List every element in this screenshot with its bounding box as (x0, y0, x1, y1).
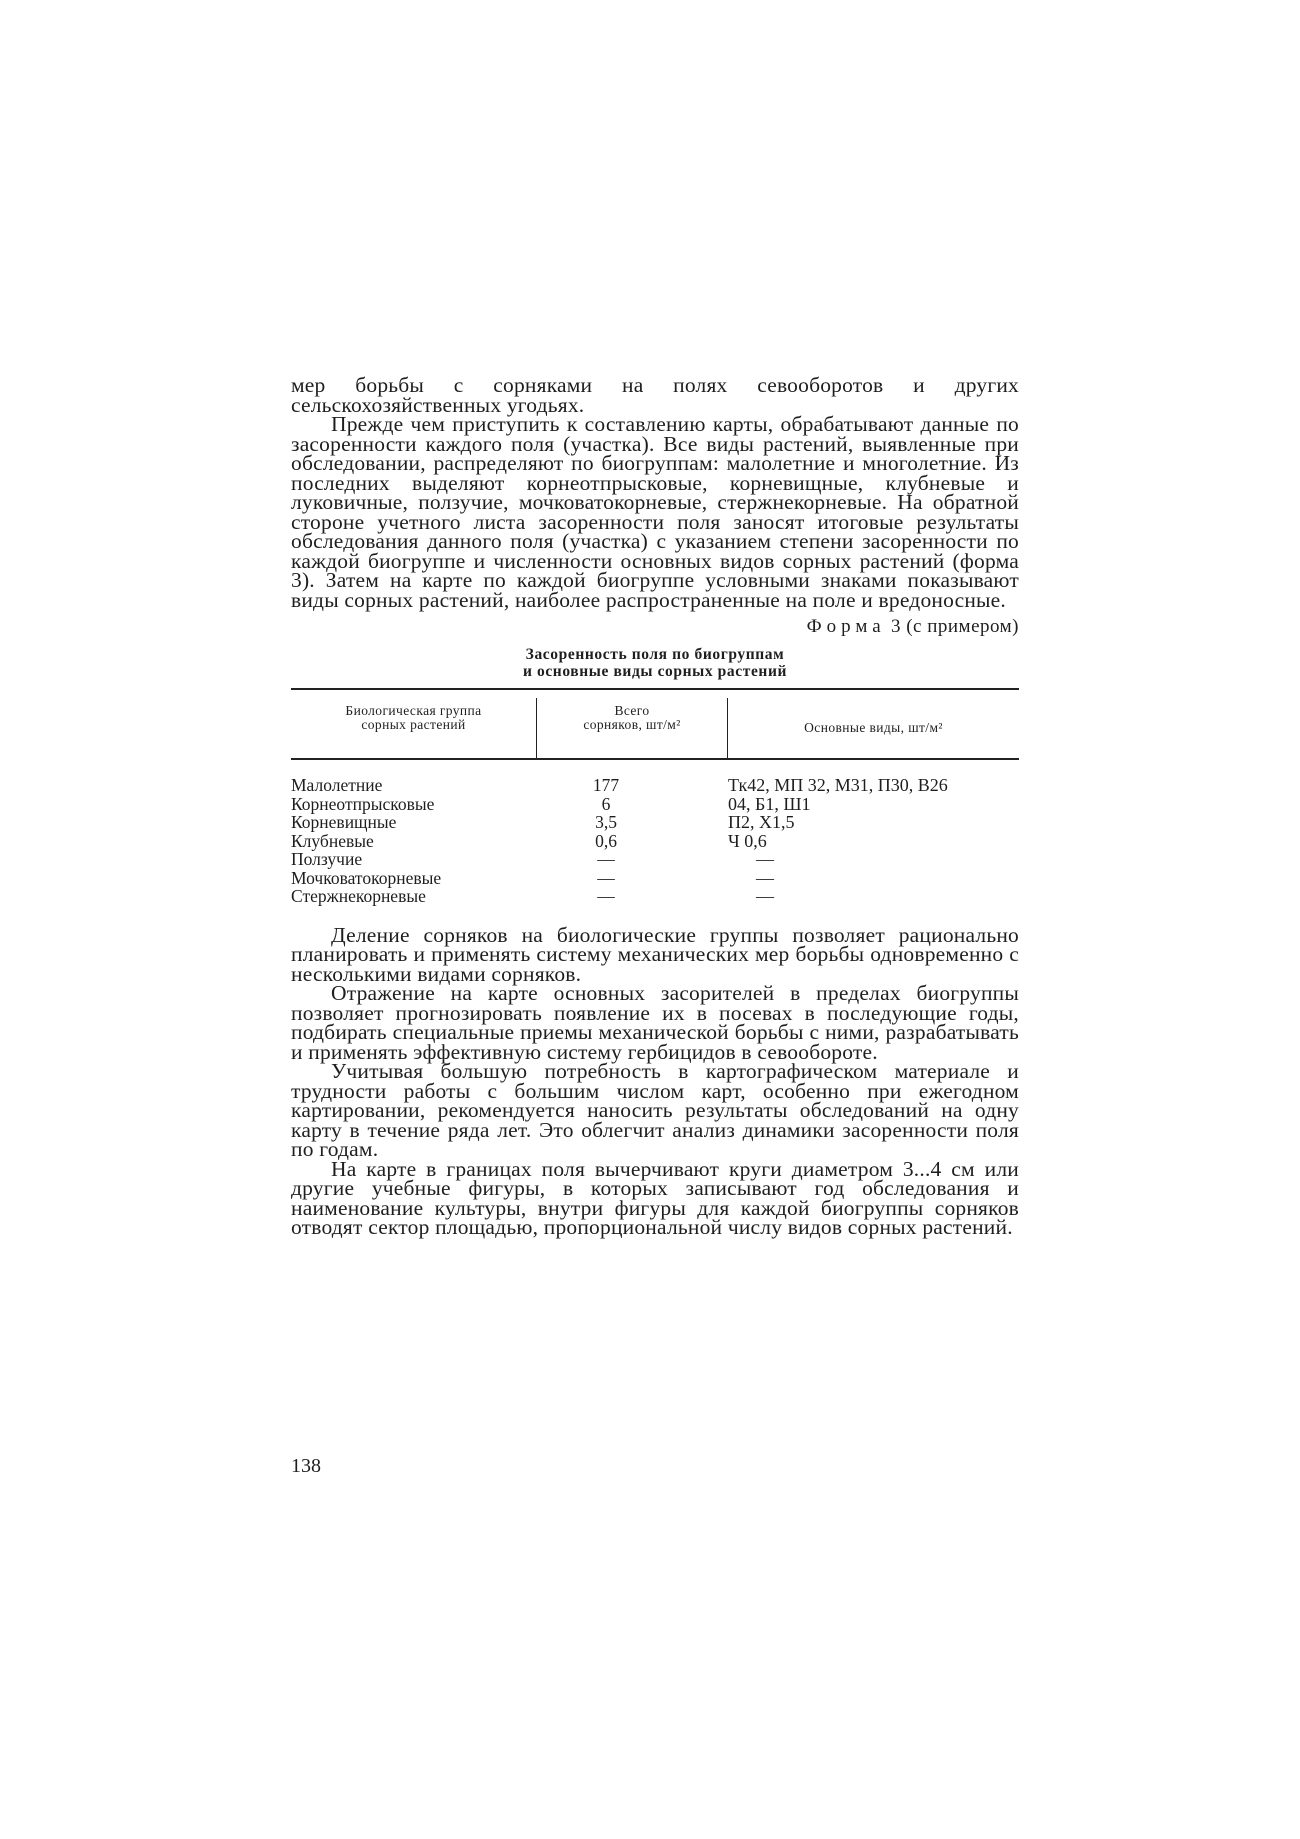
table-row (291, 832, 1019, 851)
table-row (291, 776, 1019, 795)
cell-total-value: — (597, 849, 615, 869)
page-content (291, 373, 1019, 1239)
paragraph-map-preparation: Прежде чем приступить к составлению карты, обрабатывают данные по засоренности каждого поля (участка). Все виды растений, выявленные при обследовании, распределяют по биогруппам: малолетние и многолетние. Из последних выделяют корнеотпрысковые, корневищные, клубневые и луковичные, ползучие, мочковатокорневые, стержнекорневые. На обратной стороне учетного листа засоренности поля заносят итоговые результаты обследования данного поля (участка) с указанием степени засоренности по каждой биогруппе и численности основных видов сорных растений (форма 3). Затем на карте по каждой биогруппе условными знаками показывают виды сорных растений, наиболее распространенные на поле и вредоносные. (291, 412, 1019, 612)
cell-group: Ползучие (291, 849, 363, 869)
header-bio-group-line-1: Биологическая группа (345, 703, 482, 718)
cell-species: — (756, 849, 774, 869)
cell-total (566, 813, 726, 832)
header-total-line-1: Всего (614, 703, 650, 718)
cell-species: Тк42, МП 32, М31, П30, В26 (728, 775, 948, 795)
header-total-line-2: сорняков, шт/м² (583, 717, 681, 732)
table-row (291, 887, 1019, 906)
cell-total-value: — (597, 867, 615, 888)
table-row (291, 869, 1019, 888)
cell-total (566, 887, 726, 906)
weed-infestation-table (291, 688, 1019, 906)
table-title (291, 646, 1019, 680)
paragraph-circles-on-map: На карте в границах поля вычерчивают круги диаметром 3...4 см или другие учебные фигуры, в которых записывают год обследования и наименование культуры, внутри фигуры для каждой биогруппы сорняков отводят сектор площадью, пропорциональной числу видов сорных растений. (291, 1156, 1019, 1239)
paragraph-cartographic-material: Учитывая большую потребность в картографическом материале и трудности работы с большим числом карт, особенно при ежегодном картировании, рекомендуется наносить результаты обследований на одну карту в течение ряда лет. Это облегчит анализ динамики засоренности поля по годам. (291, 1059, 1019, 1161)
header-bio-group-line-2: сорных растений (361, 717, 466, 732)
header-total-weeds (536, 698, 728, 758)
table-title-line-1: Засоренность поля по биогруппам (525, 646, 785, 663)
page-number: 138 (291, 1455, 321, 1477)
form-label (291, 616, 1019, 638)
header-main-species: Основные виды, шт/м² (804, 720, 943, 735)
form-label-number: 3 (с примером) (890, 616, 1019, 637)
cell-total-value: 6 (601, 793, 611, 814)
cell-total-value: — (597, 886, 615, 906)
cell-species: 04, Б1, Ш1 (728, 793, 811, 814)
table-row (291, 795, 1019, 814)
table-row (291, 813, 1019, 832)
paragraph-map-reflection: Отражение на карте основных засорителей в пределах биогруппы позволяет прогнозировать появление их в посевах в последующие годы, подбирать специальные приемы механической борьбы с ними, разрабатывать и применять эффективную систему гербицидов в севообороте. (291, 981, 1019, 1064)
cell-total (566, 776, 726, 795)
table-title-line-2: и основные виды сорных растений (522, 663, 788, 680)
paragraph-intro-continuation: мер борьбы с сорняками на полях севооборотов и других сельскохозяйственных угодьях. (291, 373, 1019, 417)
cell-species: — (756, 886, 774, 906)
cell-group: Корнеотпрысковые (291, 793, 435, 814)
cell-species: П2, Х1,5 (728, 812, 795, 832)
cell-total (566, 850, 726, 869)
cell-total-value: 177 (592, 775, 620, 795)
header-bio-group (291, 698, 536, 758)
cell-total-value: 0,6 (595, 830, 617, 851)
form-label-word: Форма (806, 616, 886, 637)
table-row (291, 850, 1019, 869)
table-header (291, 698, 1019, 760)
cell-species: — (756, 867, 774, 888)
paragraph-biogroup-division: Деление сорняков на биологические группы позволяет рационально планировать и применять систему механических мер борьбы одновременно с несколькими видами сорняков. (291, 922, 1019, 986)
cell-group: Корневищные (291, 812, 397, 832)
cell-group: Стержнекорневые (291, 886, 426, 906)
cell-group: Малолетние (291, 775, 383, 795)
table-body (291, 776, 1019, 906)
cell-total (566, 832, 726, 851)
cell-total-value: 3,5 (595, 812, 617, 832)
text-after-table (291, 922, 1019, 1239)
cell-group: Клубневые (291, 830, 374, 851)
cell-species: Ч 0,6 (728, 830, 767, 851)
cell-total (566, 869, 726, 888)
cell-group: Мочковатокорневые (291, 867, 442, 888)
cell-total (566, 795, 726, 814)
